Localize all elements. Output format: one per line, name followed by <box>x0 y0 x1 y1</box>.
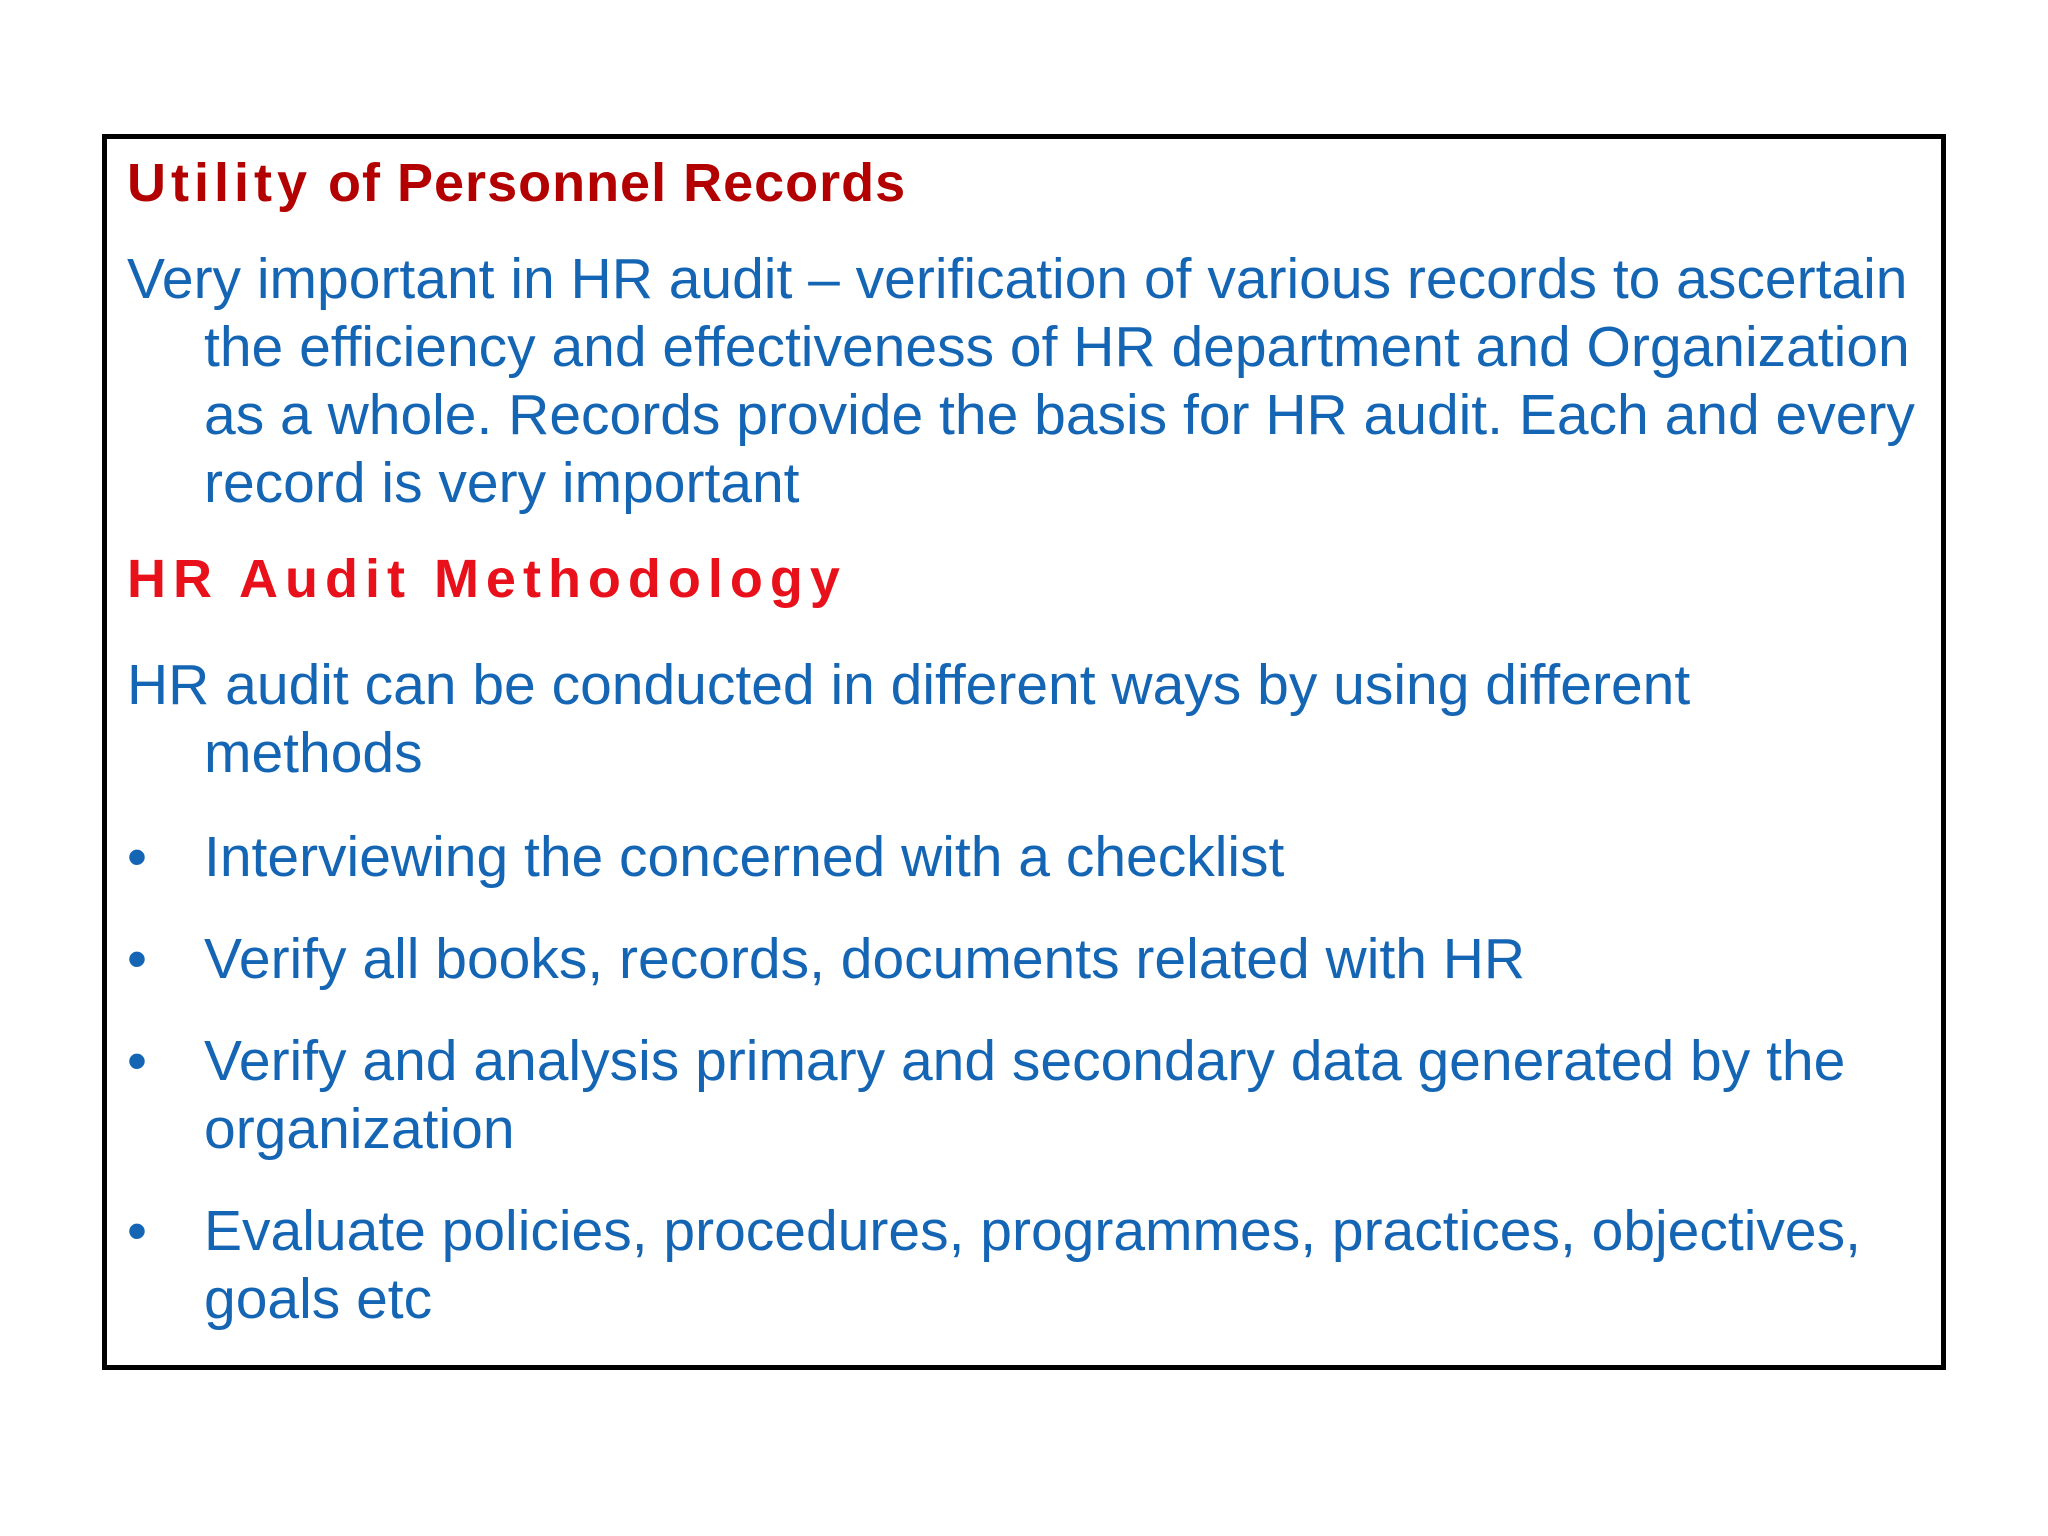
list-item <box>127 1197 1921 1333</box>
heading-1-rest: of Personnel Records <box>328 153 907 213</box>
list-item-text: Verify all books, records, documents related with HR <box>204 927 1526 991</box>
heading-utility-of-personnel-records <box>127 151 1921 215</box>
list-item-text: Verify and analysis primary and secondary data generated by the organization <box>204 1029 1846 1161</box>
list-item-text: Interviewing the concerned with a checklist <box>204 825 1285 889</box>
paragraph-audit-methods: HR audit can be conducted in different ways by using different methods <box>127 653 1691 785</box>
slide-content <box>127 151 1921 1333</box>
list-item <box>127 925 1921 993</box>
bullet-icon: • <box>127 927 147 991</box>
bullet-icon: • <box>127 825 147 889</box>
list-item <box>127 823 1921 891</box>
list-item <box>127 1027 1921 1163</box>
heading-1-word-1: Utility <box>127 153 313 213</box>
slide-frame <box>102 134 1946 1370</box>
bullet-icon: • <box>127 1199 147 1263</box>
methods-bullet-list <box>127 823 1921 1333</box>
bullet-icon: • <box>127 1029 147 1093</box>
heading-hr-audit-methodology: HR Audit Methodology <box>127 549 847 609</box>
list-item-text: Evaluate policies, procedures, programmes, practices, objectives, goals etc <box>204 1199 1861 1331</box>
paragraph-records-importance: Very important in HR audit – verification of various records to ascertain the efficiency and effectiveness of HR department and Organization as a whole. Records provide the basis for HR audit. Each and every record is very important <box>127 247 1915 515</box>
